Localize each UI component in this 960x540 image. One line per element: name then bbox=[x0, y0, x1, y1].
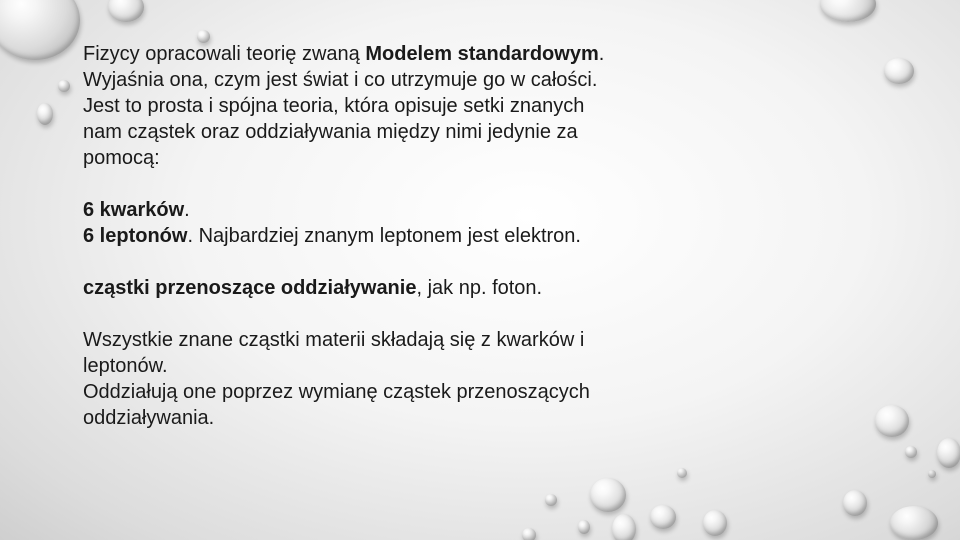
water-drop-decoration bbox=[58, 80, 70, 92]
water-drop-decoration bbox=[884, 58, 914, 84]
water-drop-decoration bbox=[890, 506, 938, 540]
water-drop-decoration bbox=[905, 446, 917, 458]
intro-paragraph bbox=[83, 41, 743, 171]
water-drop-decoration bbox=[545, 494, 557, 506]
water-drop-decoration bbox=[650, 505, 676, 529]
conclusion-line-4: oddziaływania. bbox=[83, 407, 215, 429]
particle-list bbox=[83, 197, 743, 249]
water-drop-decoration bbox=[37, 103, 53, 125]
water-drop-decoration bbox=[928, 470, 936, 478]
intro-line-2: Wyjaśnia ona, czym jest świat i co utrzymuje go w całości. bbox=[83, 69, 598, 91]
list-item-leptons: 6 leptonów. Najbardziej znanym leptonem jest elektron. bbox=[83, 225, 581, 247]
water-drop-decoration bbox=[677, 468, 687, 478]
water-drop-decoration bbox=[590, 478, 626, 512]
conclusion-line-1: Wszystkie znane cząstki materii składają się z kwarków i bbox=[83, 329, 585, 351]
water-drop-decoration bbox=[820, 0, 876, 22]
water-drop-decoration bbox=[108, 0, 144, 22]
slide-content bbox=[83, 41, 743, 431]
intro-line-5: pomocą: bbox=[83, 147, 160, 169]
standard-model-term: Modelem standardowym bbox=[365, 43, 599, 65]
intro-line-4: nam cząstek oraz oddziaływania między nimi jedynie za bbox=[83, 121, 578, 143]
intro-line-1: Fizycy opracowali teorię zwaną Modelem standardowym. bbox=[83, 43, 605, 65]
water-drop-decoration bbox=[522, 528, 536, 540]
water-drop-decoration bbox=[578, 520, 590, 534]
conclusion-line-2: leptonów. bbox=[83, 355, 168, 377]
list-item-quarks: 6 kwarków. bbox=[83, 199, 190, 221]
water-drop-decoration bbox=[0, 0, 80, 60]
water-drop-decoration bbox=[703, 510, 727, 536]
water-drop-decoration bbox=[843, 490, 867, 516]
carriers-term: cząstki przenoszące oddziaływanie bbox=[83, 277, 417, 299]
water-drop-decoration bbox=[875, 405, 909, 437]
conclusion-paragraph bbox=[83, 327, 743, 431]
water-drop-decoration bbox=[612, 514, 636, 540]
conclusion-line-3: Oddziałują one poprzez wymianę cząstek przenoszących bbox=[83, 381, 590, 403]
intro-line-3: Jest to prosta i spójna teoria, która opisuje setki znanych bbox=[83, 95, 585, 117]
water-drop-decoration bbox=[937, 438, 960, 468]
carriers-paragraph: cząstki przenoszące oddziaływanie, jak np. foton. bbox=[83, 277, 543, 299]
